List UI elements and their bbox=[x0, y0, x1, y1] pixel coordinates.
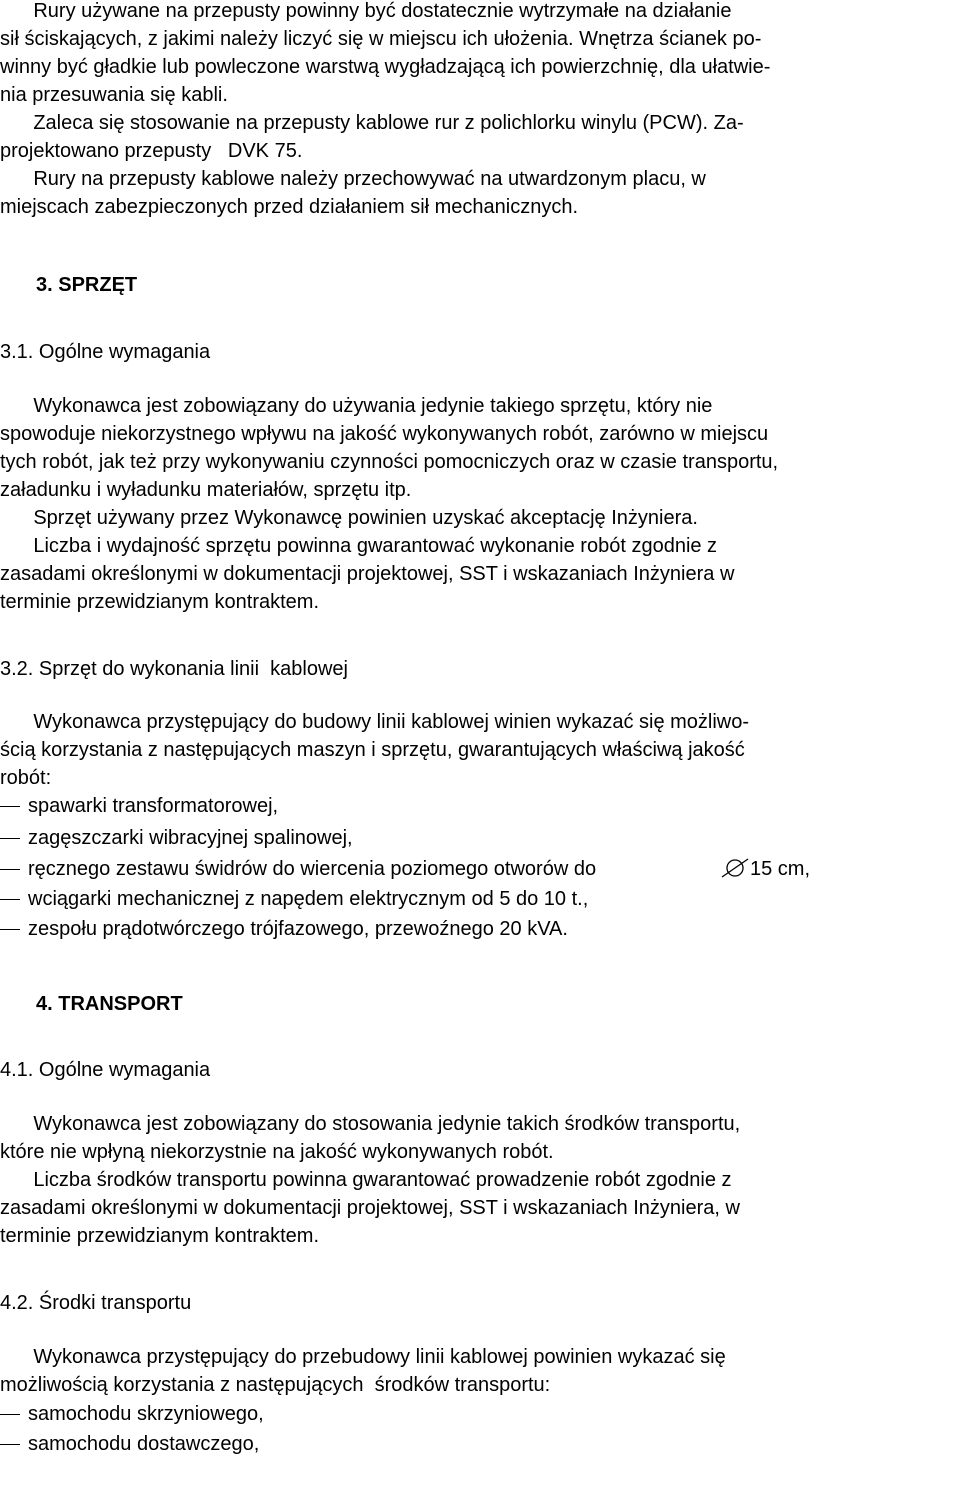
list-item: zespołu prądotwórczego trójfazowego, przewoźnego 20 kVA. bbox=[28, 918, 568, 940]
dash-bullet bbox=[0, 1414, 20, 1415]
dash-bullet bbox=[0, 1444, 20, 1445]
list-item: samochodu dostawczego, bbox=[28, 1433, 260, 1455]
paragraph-line: miejscach zabezpieczonych przed działaniem sił mechanicznych. bbox=[0, 196, 579, 218]
paragraph-line: Liczba i wydajność sprzętu powinna gwarantować wykonanie robót zgodnie z bbox=[0, 535, 718, 557]
paragraph-line: Rury na przepusty kablowe należy przechowywać na utwardzonym placu, w bbox=[0, 168, 706, 190]
list-item-tail: 15 cm, bbox=[750, 858, 811, 880]
paragraph-line: zasadami określonymi w dokumentacji projektowej, SST i wskazaniach Inżyniera w bbox=[0, 563, 735, 585]
subsection-heading: 3.1. Ogólne wymagania bbox=[0, 341, 211, 363]
diameter-icon bbox=[720, 858, 750, 878]
paragraph-line: które nie wpłyną niekorzystnie na jakość wykonywanych robót. bbox=[0, 1141, 554, 1163]
paragraph-line: spowoduje niekorzystnego wpływu na jakość wykonywanych robót, zarówno w miejscu bbox=[0, 423, 769, 445]
paragraph-line: Rury używane na przepusty powinny być dostatecznie wytrzymałe na działanie bbox=[0, 0, 732, 22]
list-item: zagęszczarki wibracyjnej spalinowej, bbox=[28, 827, 353, 849]
paragraph-line: robót: bbox=[0, 767, 52, 789]
subsection-heading: 4.1. Ogólne wymagania bbox=[0, 1059, 211, 1081]
dash-bullet bbox=[0, 899, 20, 900]
dash-bullet bbox=[0, 929, 20, 930]
dash-bullet bbox=[0, 869, 20, 870]
dash-bullet bbox=[0, 838, 20, 839]
subsection-heading: 4.2. Środki transportu bbox=[0, 1292, 192, 1314]
dash-bullet bbox=[0, 806, 20, 807]
paragraph-line: zasadami określonymi w dokumentacji projektowej, SST i wskazaniach Inżyniera, w bbox=[0, 1197, 740, 1219]
subsection-heading: 3.2. Sprzęt do wykonania linii kablowej bbox=[0, 658, 348, 680]
paragraph-line: terminie przewidzianym kontraktem. bbox=[0, 591, 319, 613]
paragraph-line: Wykonawca jest zobowiązany do stosowania jedynie takich środków transportu, bbox=[0, 1113, 741, 1135]
paragraph-line: Sprzęt używany przez Wykonawcę powinien uzyskać akceptację Inżyniera. bbox=[0, 507, 698, 529]
list-item: spawarki transformatorowej, bbox=[28, 795, 279, 817]
section-heading: 4. TRANSPORT bbox=[36, 993, 183, 1015]
paragraph-line: projektowano przepusty DVK 75. bbox=[0, 140, 303, 162]
paragraph-line: ścią korzystania z następujących maszyn i sprzętu, gwarantujących właściwą jakość bbox=[0, 739, 745, 761]
paragraph-line: możliwością korzystania z następujących środków transportu: bbox=[0, 1374, 551, 1396]
paragraph-line: Zaleca się stosowanie na przepusty kablowe rur z polichlorku winylu (PCW). Za- bbox=[0, 112, 744, 134]
paragraph-line: Wykonawca przystępujący do budowy linii kablowej winien wykazać się możliwo- bbox=[0, 711, 750, 733]
paragraph-line: nia przesuwania się kabli. bbox=[0, 84, 228, 106]
paragraph-line: Wykonawca przystępujący do przebudowy linii kablowej powinien wykazać się bbox=[0, 1346, 726, 1368]
section-heading: 3. SPRZĘT bbox=[36, 274, 138, 296]
paragraph-line: Liczba środków transportu powinna gwarantować prowadzenie robót zgodnie z bbox=[0, 1169, 732, 1191]
paragraph-line: terminie przewidzianym kontraktem. bbox=[0, 1225, 319, 1247]
paragraph-line: tych robót, jak też przy wykonywaniu czynności pomocniczych oraz w czasie transportu, bbox=[0, 451, 779, 473]
list-item: wciągarki mechanicznej z napędem elektrycznym od 5 do 10 t., bbox=[28, 888, 589, 910]
list-item: ręcznego zestawu świdrów do wiercenia poziomego otworów do bbox=[28, 858, 597, 880]
list-item: samochodu skrzyniowego, bbox=[28, 1403, 264, 1425]
paragraph-line: winny być gładkie lub powleczone warstwą wygładzającą ich powierzchnię, dla ułatwie- bbox=[0, 56, 771, 78]
paragraph-line: Wykonawca jest zobowiązany do używania jedynie takiego sprzętu, który nie bbox=[0, 395, 713, 417]
paragraph-line: sił ściskających, z jakimi należy liczyć się w miejscu ich ułożenia. Wnętrza ścianek po- bbox=[0, 28, 762, 50]
paragraph-line: załadunku i wyładunku materiałów, sprzętu itp. bbox=[0, 479, 412, 501]
